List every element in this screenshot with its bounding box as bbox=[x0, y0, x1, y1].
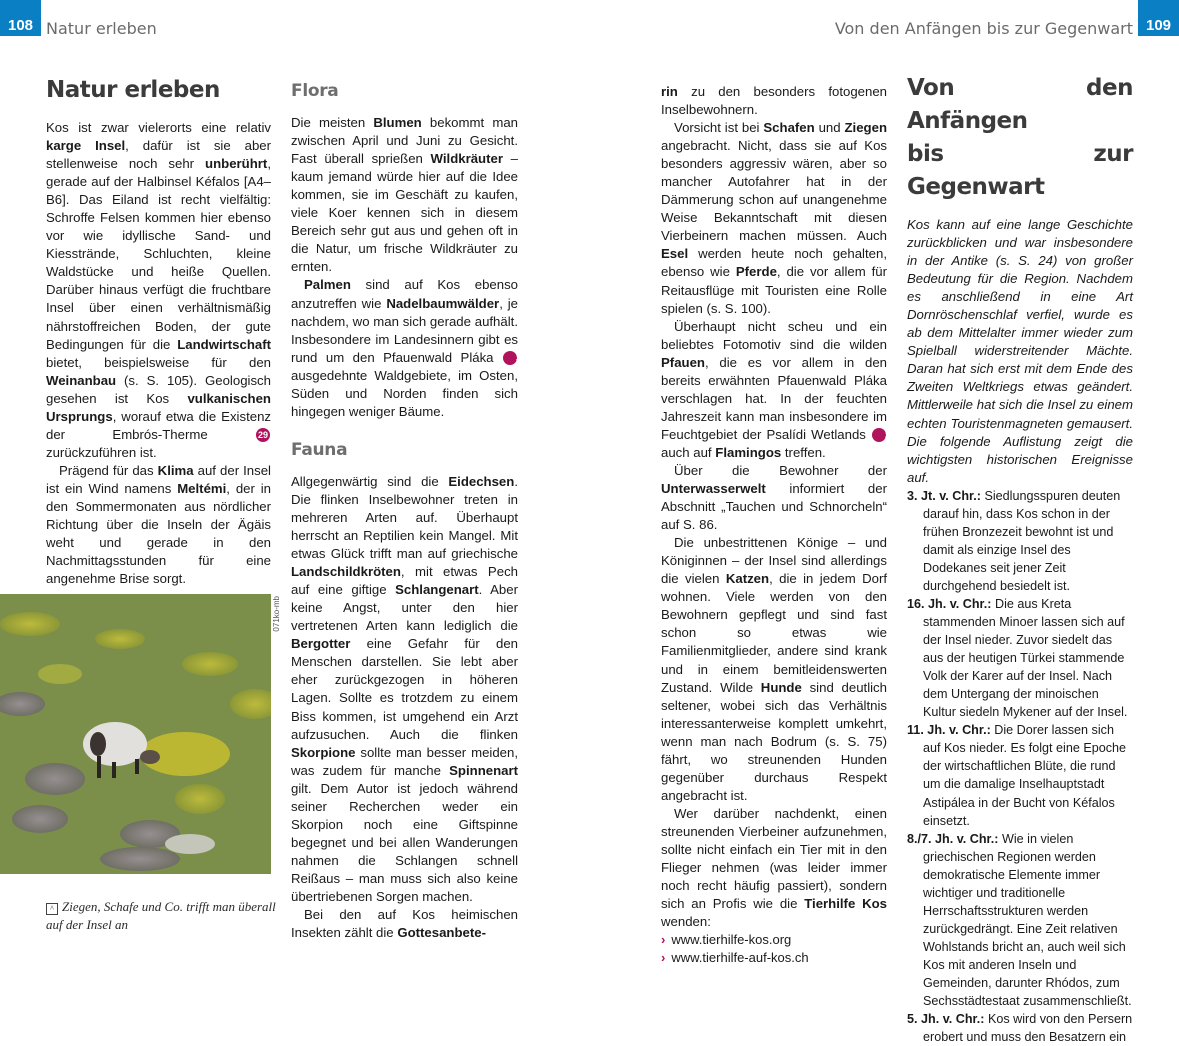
fauna-body bbox=[291, 473, 518, 942]
paragraph: Bei den auf Kos heimischen Insekten zählt die Gottesanbete- bbox=[291, 907, 518, 941]
fauna-continued-body bbox=[661, 83, 896, 931]
paragraph: Prägend für das Klima auf der Insel ist ein Wind namens Meltémi, der in den Sommermonaten aus nördlicher Richtung über die Inseln der Ägäis weht und gerade in den Nachmittagsstunden für eine angenehme Brise sorgt. bbox=[46, 462, 271, 587]
caption-text: Ziegen, Schafe und Co. trifft man überall auf der Insel an bbox=[46, 899, 276, 932]
natur-body bbox=[46, 119, 271, 588]
running-title-right: Von den Anfängen bis zur Gegenwart bbox=[834, 18, 1133, 38]
caption-arrow-up-icon: ^ bbox=[46, 903, 58, 915]
heading-flora: Flora bbox=[291, 81, 339, 101]
paragraph: rin zu den besonders fotogenen Inselbewohnern. bbox=[661, 84, 887, 118]
timeline-date: 3. Jt. v. Chr.: bbox=[907, 488, 981, 503]
link-tierhilfe-kos[interactable] bbox=[661, 931, 887, 949]
flora-body bbox=[291, 114, 527, 421]
heading-fauna: Fauna bbox=[291, 439, 348, 460]
location-marker-icon: 28 bbox=[872, 428, 886, 442]
timeline-entry: 3. Jt. v. Chr.: Siedlungsspuren deuten darauf hin, dass Kos schon in der frühen Bronzezeit bewohnt ist und damit als einzige Insel des Dodekanes seit jener Zeit durchgehend besiedelt ist. bbox=[907, 488, 1121, 593]
timeline-entry: 11. Jh. v. Chr.: Die Dorer lassen sich auf Kos nieder. Es folgt eine Epoche der wirtschaftlichen Blüte, die rund um die damalige Inselhauptstadt Astipálea in der Bucht von Kéfalos einsetzt. bbox=[907, 723, 1127, 828]
chevron-right-icon: › bbox=[661, 950, 666, 966]
paragraph: Die meisten Blumen bekommt man zwischen April und Juni zu Gesicht. Fast überall sprießen Wildkräuter – kaum jemand würde hier auf die Idee kommen, sie im Geschäft zu kaufen, viele Koer kennen sich in diesem Bereich sehr gut aus und gehen oft in die Natur, um frische Wildkräuter zu ernten. bbox=[291, 115, 518, 275]
location-marker-icon: 39 bbox=[503, 351, 517, 365]
timeline-date: 11. Jh. v. Chr.: bbox=[907, 723, 991, 738]
chevron-right-icon: › bbox=[661, 932, 666, 948]
section-title-history-line2: bis zur Gegenwart bbox=[907, 141, 1133, 200]
link-text[interactable]: www.tierhilfe-kos.org bbox=[671, 932, 792, 948]
timeline-entry: 5. Jh. v. Chr.: Kos wird von den Persern erobert und muss den Besatzern ein bbox=[907, 1012, 1133, 1045]
paragraph: Kos ist zwar vielerorts eine relativ karge Insel, dafür ist sie aber stellenweise noch sehr unberührt, gerade auf der Halbinsel Kéfalos [A4–B6]. Das Eiland ist recht vielfältig: Schroffe Felsen kommen hier ebenso vor wie idyllische Sand- und Kiesstrände, Schluchten, kleine Waldstücke und heiße Quellen. Darüber hinaus verfügt die fruchtbare Insel über einen verhältnismäßig nährstoffreichen Boden, der gute Bedingungen für die Landwirtschaft bietet, beispielsweise für den Weinanbau (s. S. 105). Geologisch gesehen ist Kos vulkanischen Ursprungs, worauf etwa die Existenz der Embrós-Therme 29 zurückzuführen ist. bbox=[46, 120, 272, 460]
photo-caption bbox=[46, 898, 276, 934]
goat-landscape-image bbox=[0, 594, 271, 874]
paragraph: Allgegenwärtig sind die Eidechsen. Die flinken Inselbewohner treten in mehreren Arten auf. Überhaupt herrscht an Reptilien kein Mangel. Mit etwas Glück trifft man auf griechische Landschildkröten, mit etwas Pech auf eine giftige Schlangenart. Aber keine Angst, unter den hier vertretenen Arten kann lediglich die Bergotter eine Gefahr für den Menschen darstellen. Sie lebt aber eher zurückgezogen in höheren Lagen. Sollte es trotzdem zu einem Biss kommen, ist umgehend ein Arzt aufzusuchen. Auch die flinken Skorpione sollte man besser meiden, was zudem für manche Spinnenart gilt. Dem Autor ist jedoch während seiner Recherchen weder ein Skorpion noch eine Giftspinne begegnet und bei allen Wanderungen nahmen die Schlangen schnell Reißaus – man muss sich also keine übertriebenen Sorgen machen. bbox=[291, 473, 518, 904]
history-intro: Kos kann auf eine lange Geschichte zurückblicken und war insbesondere in der Antike (s. S. 24) von großer Bedeutung für die Region. Nachdem es anschließend in eine Art Dornröschenschlaf verfiel, wurde es ab dem Mittelalter immer wieder zum Spielball widerstreitender Mächte. Daran hat sich erst mit dem Ende des Zweiten Weltkriegs etwas geändert. Mittlerweile hat sich die Insel zu einem echten Touristenmagneten gemausert. Die folgende Auflistung zeigt die wichtigsten historischen Ereignisse auf. bbox=[907, 217, 1133, 485]
timeline-entry: 8./7. Jh. v. Chr.: Wie in vielen griechischen Regionen werden demokratische Elemente immer wichtiger und traditionelle Herrschaftsstrukturen werden zurückgedrängt. Eine Zeit relativen Wohlstands bricht an, auch weil sich Kos mit anderen Inseln und Gemeinden, darunter Rhódos, zum Sechsstädtestaat zusammenschließt. bbox=[907, 831, 1132, 1009]
timeline-date: 8./7. Jh. v. Chr.: bbox=[907, 831, 999, 846]
section-title-history-line1: Von den Anfängen bbox=[907, 75, 1133, 134]
link-text[interactable]: www.tierhilfe-auf-kos.ch bbox=[671, 950, 809, 966]
column-fauna-continued bbox=[661, 83, 896, 967]
column-natur-erleben bbox=[46, 74, 271, 588]
page-number-left: 108 bbox=[0, 0, 41, 36]
location-marker-icon: 29 bbox=[257, 429, 268, 440]
link-tierhilfe-auf-kos[interactable] bbox=[661, 949, 887, 967]
timeline-date: 5. Jh. v. Chr.: bbox=[907, 1012, 985, 1027]
page-number-right: 109 bbox=[1138, 0, 1179, 36]
paragraph: Die unbestrittenen Könige – und Königinnen – der Insel sind allerdings die vielen Katzen, die in jedem Dorf wohnen. Viele werden von den Bewohnern gepflegt und sind fast schon so etwas wie Familienmitglieder, andere sind krank und in einem bemitleidenswerten Zustand. Wilde Hunde sind deutlich seltener, wobei sich das Verhältnis interessanterweise komplett umkehrt, wenn man nach Bodrum (s. S. 75) fährt, wo streunenden Hunden gegenüber durchaus Respekt angebracht ist. bbox=[661, 535, 887, 803]
column-flora-fauna bbox=[291, 81, 527, 942]
paragraph: Über die Bewohner der Unterwasserwelt informiert der Abschnitt „Tauchen und Schnorcheln“ auf S. 86. bbox=[661, 462, 887, 533]
history-timeline bbox=[907, 487, 1133, 1046]
paragraph: Palmen sind auf Kos ebenso anzutreffen wie Nadelbaumwälder, je nachdem, wo man sich gerade aufhält. Insbesondere im Landesinnern gibt es rund um den Pfauenwald Pláka 39 ausgedehnte Waldgebiete, im Osten, Süden und Norden finden sich hingegen weniger Bäume. bbox=[291, 277, 527, 419]
paragraph: Wer darüber nachdenkt, einen streunenden Vierbeiner aufzunehmen, sollte nicht einfach ein Tier mit in den Flieger nehmen (was leider immer noch recht häufig passiert), sondern sich an Profis wie die Tierhilfe Kos wenden: bbox=[661, 805, 887, 930]
paragraph: Überhaupt nicht scheu und ein beliebtes Fotomotiv sind die wilden Pfauen, die es vor allem in den bereits erwähnten Pfauenwald Pláka verschlagen hat. In der feuchten Jahreszeit kann man insbesondere im Feuchtgebiet der Psalídi Wetlands 28 auch auf Flamingos treffen. bbox=[661, 318, 896, 460]
timeline-entry: 16. Jh. v. Chr.: Die aus Kreta stammenden Minoer lassen sich auf der Insel nieder. Zuvor siedelt das aus der heutigen Türkei stammende Volk der Karer auf der Insel. Nach dem Untergang der minoischen Kultur siedeln Mykener auf der Insel. bbox=[907, 596, 1128, 720]
section-title-natur-erleben: Natur erleben bbox=[46, 77, 220, 103]
goat-photo bbox=[0, 594, 271, 874]
column-history bbox=[907, 72, 1133, 1046]
paragraph: Vorsicht ist bei Schafen und Ziegen angebracht. Nicht, dass sie auf Kos besonders aggressiv wären, aber so mancher Autofahrer hat in der Dämmerung schon auf unangenehme Weise Bekanntschaft mit diesen Vierbeinern machen müssen. Auch Esel werden heute noch gehalten, ebenso wie Pferde, die vor allem für Reitausflüge mit Touristen eine Rolle spielen (s. S. 100). bbox=[661, 120, 887, 316]
photo-credit: 071ko-mb bbox=[272, 596, 281, 632]
timeline-date: 16. Jh. v. Chr.: bbox=[907, 596, 992, 611]
running-title-left: Natur erleben bbox=[46, 18, 157, 38]
